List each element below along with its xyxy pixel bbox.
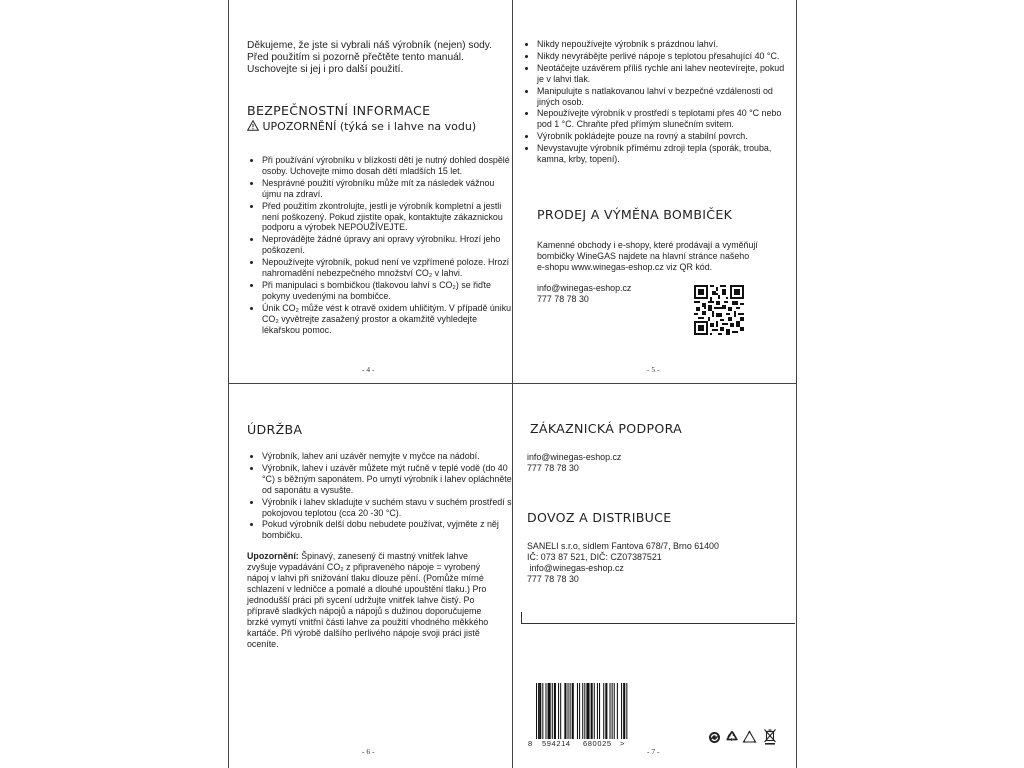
list-item: • Při manipulaci s bombičkou (tlakovou lahví s CO₂) se řiďte pokyny uvedenými na bombičce.: [262, 280, 514, 302]
center-fold: [512, 0, 513, 768]
left-border: [228, 0, 229, 768]
list-item: • Nesprávné použití výrobníku může mít za následek vážnou újmu na zdraví.: [262, 178, 514, 200]
intro-line: Uschovejte si jej i pro další použití.: [247, 64, 404, 75]
warning-subheading: [247, 120, 505, 133]
qr-code-icon: [694, 285, 744, 335]
barcode: [528, 683, 626, 753]
contact-phone: 777 78 78 30: [537, 294, 589, 304]
list-item: • Výrobník i lahev skladujte v suchém stavu v suchém prostředí s pokojovou teplotou (cca 20 -30 °C).: [262, 497, 514, 519]
company-line: SANELI s.r.o, sídlem Fantova 678/7, Brno 61400: [527, 541, 719, 551]
warning-triangle-icon: [247, 120, 259, 131]
page-number: - 5 -: [647, 365, 660, 374]
mobius-recycle-icon: [725, 730, 739, 744]
barcode-right-digits: 680025: [583, 739, 612, 748]
barcode-bars: [536, 683, 628, 741]
crossed-bin-icon: [763, 728, 777, 745]
page-number: - 4 -: [362, 365, 375, 374]
list-item: • Výrobník pokládejte pouze na rovný a stabilní povrch.: [537, 131, 789, 142]
list-item: • Manipulujte s natlakovanou lahví v bezpečné vzdálenosti od jiných osob.: [537, 86, 789, 108]
list-item: • Pokud výrobník delší dobu nebudete používat, vyjměte z něj bombičku.: [262, 519, 514, 541]
right-border: [796, 0, 797, 768]
paragraph-line: e-shopu www.winegas-eshop.cz viz QR kód.: [537, 262, 713, 272]
maintenance-heading: ÚDRŽBA: [247, 422, 303, 437]
page-number: - 6 -: [362, 747, 375, 756]
barcode-left-digits: 594214: [542, 739, 571, 748]
triangle-recycle-icon: [742, 730, 757, 744]
cartridge-contact: [537, 283, 631, 305]
recycle-loop-icon: [708, 731, 721, 744]
safety-heading: BEZPEČNOSTNÍ INFORMACE: [247, 103, 431, 118]
list-item: • Výrobník, lahev i uzávěr můžete mýt ručně v teplé vodě (do 40 °C) s běžným saponátem. Po umytí výrobník i lahev opláchněte od saponátu a vysušte.: [262, 463, 514, 496]
company-line: 777 78 78 30: [527, 574, 579, 584]
paragraph-line: Kamenné obchody i e-shopy, které prodávají a vyměňují: [537, 240, 758, 250]
list-item: • Před použitím zkontrolujte, jestli je výrobník kompletní a jestli není poškozený. Pokud zjistíte opak, kontaktujte zákaznickou podporu a výrobek NEPOUŽÍVEJTE.: [262, 201, 514, 234]
list-item: • Výrobník, lahev ani uzávěr nemyjte v myčce na nádobí.: [262, 451, 514, 462]
list-item: • Nikdy nepoužívejte výrobník s prázdnou lahví.: [537, 39, 789, 50]
distribution-heading: DOVOZ A DISTRIBUCE: [527, 510, 672, 525]
note-label: Upozornění:: [247, 551, 299, 562]
contact-email: info@winegas-eshop.cz: [527, 452, 622, 462]
support-heading: ZÁKAZNICKÁ PODPORA: [530, 421, 683, 436]
page-4: [247, 40, 512, 337]
contact-email: info@winegas-eshop.cz: [537, 283, 632, 293]
intro-line: Děkujeme, že jste si vybrali náš výrobník (nejen) sody.: [247, 40, 492, 51]
intro-line: Před použitím si pozorně přečtěte tento manuál.: [247, 52, 464, 63]
support-contact: [527, 452, 621, 474]
page-6: [247, 451, 512, 650]
list-item: • Nevystavujte výrobník přímému zdroji tepla (sporák, trouba, kamna, krby, topení).: [537, 143, 789, 165]
cartridge-sales-paragraph: [537, 240, 787, 273]
note-text: Špinavý, zanesený či mastný vnitřek lahve zvyšuje vypadávání CO₂ z připraveného nápoje = vyrobený nápoj v lahvi při snižování tlaku dlouze pění. (Pomůže mírné schlazení v ledničce a pomalé a dlouhé upouštění tlaku.) Pro jednodušší práci při sycení udržujte vnitřek lahve čistý. Po přípravě sladkých nápojů a nápojů s dužinou doporučujeme brzké vymytí vnitřní části lahve za použití vhodného měkkého kartáče. Při výrobě dalšího perlivého nápoje svoji práci jistě oceníte.: [247, 551, 489, 650]
maintenance-note: [247, 551, 491, 650]
barcode-first-digit: 8: [528, 739, 533, 748]
safety-list: [247, 155, 514, 336]
company-line: info@winegas-eshop.cz: [527, 563, 624, 573]
page-5: [522, 39, 786, 166]
maintenance-list: [247, 451, 514, 541]
safety-list-continued: [522, 39, 789, 165]
list-item: • Při používání výrobníku v blízkosti dětí je nutný dohled dospělé osoby. Uchovejte mimo dosah dětí mladších 15 let.: [262, 155, 514, 177]
list-item: • Neprovádějte žádné úpravy ani opravy výrobníku. Hrozí jeho poškození.: [262, 234, 514, 256]
horizontal-fold: [228, 383, 797, 384]
barcode-end-mark: >: [620, 739, 625, 748]
warning-text: UPOZORNĚNÍ (týká se i lahve na vodu): [262, 120, 477, 133]
intro-text: [247, 40, 492, 76]
company-line: IČ: 073 87 521, DIČ: CZ07387521: [527, 552, 662, 562]
page-number: - 7 -: [647, 747, 660, 756]
list-item: • Nepoužívejte výrobník v prostředí s teplotami přes 40 °C nebo pod 1 °C. Chraňte před přímým slunečním svitem.: [537, 108, 789, 130]
rule-line: [521, 623, 795, 624]
contact-phone: 777 78 78 30: [527, 463, 579, 473]
list-item: • Nepoužívejte výrobník, pokud není ve vzpřímené poloze. Hrozí nahromadění nebezpečného množství CO₂ v lahvi.: [262, 257, 514, 279]
paragraph-line: bombičky WineGAS najdete na hlavní stránce našeho: [537, 251, 750, 261]
company-details: [527, 541, 719, 585]
list-item: • Neotáčejte uzávěrem příliš rychle ani lahev neotevírejte, pokud je v lahvi tlak.: [537, 63, 789, 85]
booklet-sheet: [228, 0, 797, 768]
cartridge-sales-heading: PRODEJ A VÝMĚNA BOMBIČEK: [537, 207, 733, 222]
list-item: • Únik CO₂ může vést k otravě oxidem uhličitým. V případě úniku CO₂ vyvětrejte zasažený prostor a okamžitě vyhledejte lékařskou pomoc.: [262, 303, 514, 336]
list-item: • Nikdy nevyrábějte perlivé nápoje s teplotou přesahující 40 °C.: [537, 51, 789, 62]
